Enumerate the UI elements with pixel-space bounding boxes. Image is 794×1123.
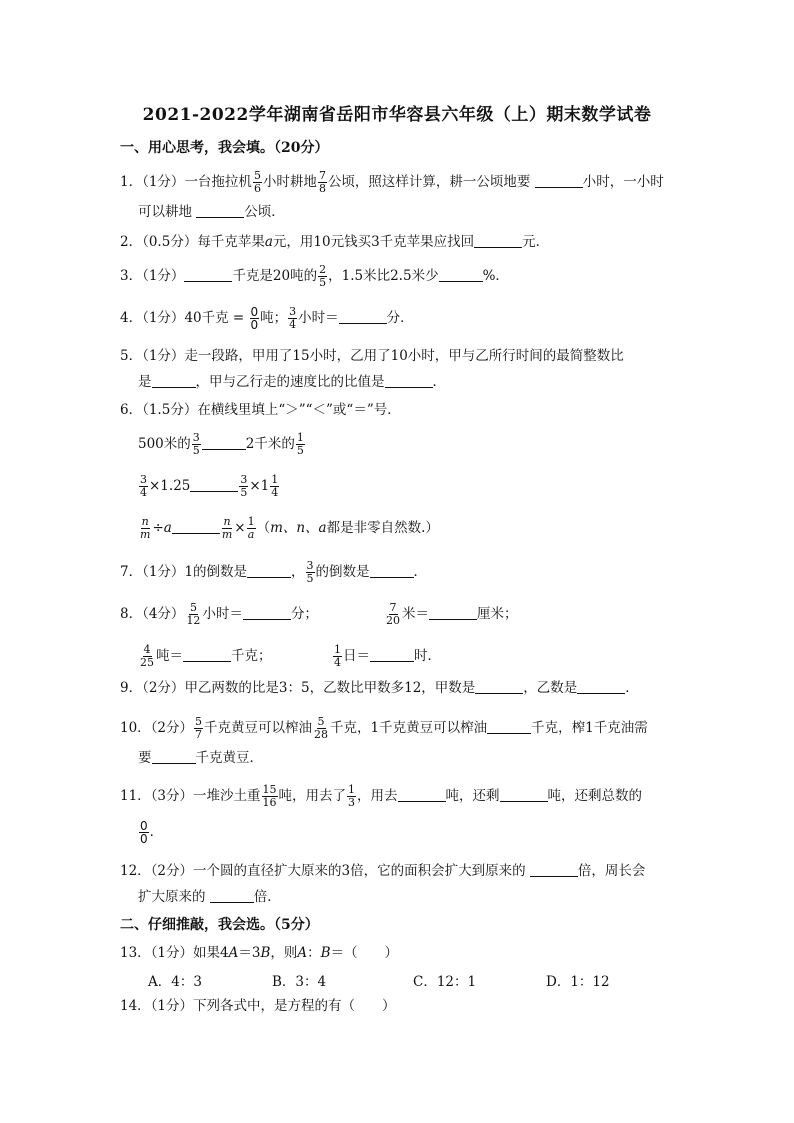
question-number: 11． [120,788,151,804]
question-text: 倍，周长会 [577,863,646,879]
question-text: 下列各式中，是方程的有（ ） [193,998,396,1014]
question-text: 如果4 [193,945,229,961]
question-9 [120,678,639,698]
question-text: 倍． [253,889,281,905]
question-score: （1分） [150,945,194,961]
fraction: $\frac{5}{7}$ [195,715,203,741]
question-text: 2千米的 [245,436,295,452]
fraction: $\frac{5}{12}$ [186,601,201,627]
question-1-cont [138,202,285,222]
question-text: （ [256,520,271,536]
question-text: 分； [290,606,318,622]
section-heading-fill: 一、用心思考，我会填。（20分） [120,140,329,156]
fraction: $\frac{3}{5}$ [306,559,314,585]
question-score: （1分） [142,174,185,190]
question-12 [120,861,645,881]
answer-blank[interactable] [183,646,231,662]
question-score: （4分） [142,606,185,622]
question-text: 分． [386,310,414,326]
question-number: 8． [120,606,143,622]
question-score: （2分） [150,863,194,879]
question-text: 千克是20吨的 [232,268,318,284]
question-text: 甲乙两数的比是3：5，乙数比甲数多12，甲数是 [184,680,476,696]
answer-blank[interactable] [535,172,583,188]
fraction: $\frac{4}{25}$ [140,643,154,669]
fraction-placeholder[interactable]: $\frac{0}{0}$ [250,305,259,332]
question-score: （1分） [142,268,185,284]
answer-blank[interactable] [339,308,387,324]
answer-blank[interactable] [247,562,291,578]
question-text: 40千克 = [184,310,245,326]
question-12-cont [138,887,281,907]
question-text: 在横线里填上“＞”“＜”或“＝”号． [197,402,401,418]
question-8-part-c [138,644,272,669]
question-text: 日＝ [343,648,370,664]
option-c[interactable]: C．12：1 [413,974,477,990]
question-number: 9． [120,680,143,696]
question-text: ： [307,945,321,961]
question-score: （1.5分） [142,402,198,418]
answer-blank[interactable] [530,861,578,877]
question-text: 小时耕地 [262,174,317,190]
question-number: 14． [120,998,151,1014]
question-number: 4． [120,310,143,326]
page-title: 2021-2022学年湖南省岳阳市华容县六年级（上）期末数学试卷 [142,105,652,125]
answer-blank[interactable] [429,604,477,620]
fraction: $\frac{3}{5}$ [240,473,248,499]
question-text: 千克，1千克黄豆可以榨油 [330,720,488,736]
question-text: 走一段路，甲用了15小时，乙用了10小时，甲与乙所行时间的最简整数比 [184,348,624,364]
question-score: （2分） [150,720,194,736]
question-number: 7． [120,564,143,580]
variable: B [260,945,271,961]
question-text: ×1 [249,478,270,494]
question-text: ，甲与乙行走的速度比的比值是 [195,374,385,390]
question-14 [120,996,396,1016]
question-score: （3分） [150,788,194,804]
question-text: 一堆沙土重 [193,788,261,804]
question-text: 都是非零自然数.） [326,520,439,536]
question-6-row-3 [138,516,439,541]
question-13 [120,943,398,963]
answer-blank[interactable] [190,476,238,492]
variable: a [163,520,172,536]
question-text: ＝3 [238,945,261,961]
question-7 [120,560,427,585]
variable: a [264,234,273,250]
fraction: $\frac{15}{16}$ [262,783,277,809]
answer-blank[interactable] [210,887,254,903]
fraction: $\frac{5}{6}$ [253,169,261,195]
question-8-part-d [332,644,441,669]
answer-blank[interactable] [370,646,414,662]
fraction: $\frac{1}{a}$ [247,515,255,541]
answer-blank[interactable] [475,678,523,694]
question-score: （1分） [142,348,185,364]
question-text: 千克黄豆可以榨油 [204,720,313,736]
question-text: ， [291,564,305,580]
option-a[interactable]: A．4：3 [148,974,202,990]
question-text: ＝（ ） [330,945,399,961]
answer-blank[interactable] [370,562,414,578]
question-text: 元． [522,234,550,250]
fraction: $\frac{3}{5}$ [192,431,200,457]
question-text: 厘米； [477,606,518,622]
question-6 [120,400,401,420]
question-text: 扩大原来的 [138,889,206,905]
question-6-row-2 [138,474,280,499]
question-text: 米＝ [402,606,429,622]
variable: B [320,945,331,961]
fraction: $\frac{5}{28}$ [314,715,329,741]
question-text: 要 [138,750,152,766]
fraction: $\frac{n}{m}$ [221,515,233,541]
fraction: $\frac{1}{4}$ [271,473,279,499]
question-score: （2分） [142,680,185,696]
question-text: 元，用10元钱买3千克苹果应找回 [272,234,475,250]
question-text: 千克； [231,648,272,664]
question-text: 吨，还剩 [445,788,500,804]
question-2 [120,232,549,252]
question-3 [120,264,509,289]
question-number: 10． [120,720,151,736]
question-text: 1的倒数是 [184,564,248,580]
question-score: （1分） [142,310,185,326]
question-text: × [234,520,246,536]
fraction: $\frac{7}{20}$ [386,601,400,627]
question-text: ÷ [152,520,164,536]
variable: m、n、a [270,520,327,536]
question-text: 的倒数是 [315,564,370,580]
fraction: $\frac{3}{4}$ [289,305,297,331]
question-text: ． [149,824,164,840]
question-text: 500米的 [138,436,191,452]
question-text: 吨，用去了 [278,788,347,804]
section-heading-choose: 二、仔细推敲，我会选。（5分） [120,917,319,933]
question-text: 小时＝ [298,310,339,326]
answer-blank[interactable] [474,232,522,248]
question-text: 时． [414,648,441,664]
question-5-cont [138,372,446,392]
question-8 [120,602,318,627]
fraction-placeholder[interactable]: $\frac{0}{0}$ [140,819,148,846]
option-b[interactable]: B．3：4 [272,974,327,990]
question-11 [120,784,642,809]
question-1 [120,170,664,195]
question-text: ，乙数是 [523,680,578,696]
question-text: 可以耕地 [138,204,192,220]
question-number: 6． [120,402,143,418]
answer-blank[interactable] [487,718,531,734]
question-number: 5． [120,348,143,364]
question-6-row-1 [138,432,306,457]
fraction: $\frac{7}{8}$ [318,169,326,195]
question-text: ，用去 [357,788,398,804]
question-text: 千克，榨1千克油需 [531,720,648,736]
question-number: 13． [120,945,151,961]
question-8-part-b [384,602,518,627]
answer-blank[interactable] [152,372,196,388]
question-number: 2． [120,234,143,250]
answer-blank[interactable] [385,372,433,388]
option-d[interactable]: D．1：12 [546,974,610,990]
question-number: 12． [120,863,151,879]
question-text: 小时，一小时 [582,174,664,190]
question-text: 公顷，照这样计算，耕一公顷地要 [327,174,531,190]
question-text: ，则 [270,945,298,961]
question-text: ． [413,564,428,580]
answer-blank[interactable] [398,786,446,802]
question-10 [120,716,648,741]
fraction: $\frac{n}{m}$ [140,515,151,541]
question-score: （1分） [150,998,194,1014]
question-number: 3． [120,268,143,284]
question-text: 千克黄豆． [195,750,263,766]
answer-blank[interactable] [184,266,232,282]
question-4 [120,306,414,331]
question-score: （1分） [142,564,185,580]
question-5 [120,346,624,366]
question-11-cont [138,820,163,845]
answer-blank[interactable] [577,678,625,694]
question-text: ． [625,680,639,696]
question-number: 1． [120,174,143,190]
answer-blank[interactable] [500,786,548,802]
question-text: 公顷． [244,204,285,220]
question-text: ． [432,374,446,390]
question-text: 小时＝ [202,606,243,622]
question-text: 是 [138,374,152,390]
question-text: 吨＝ [156,648,183,664]
question-text: 一台拖拉机 [184,174,252,190]
question-text: ，1.5米比2.5米少 [328,268,439,284]
question-10-cont [138,748,263,768]
answer-blank[interactable] [202,434,246,450]
answer-blank[interactable] [439,266,483,282]
question-score: （0.5分） [142,234,198,250]
fraction: $\frac{1}{4}$ [334,643,341,669]
fraction: $\frac{2}{5}$ [319,263,327,289]
answer-blank[interactable] [243,604,291,620]
fraction: $\frac{1}{3}$ [348,783,356,809]
variable: A [297,945,308,961]
answer-blank[interactable] [152,748,196,764]
answer-blank[interactable] [196,202,244,218]
question-text: 每千克苹果 [197,234,265,250]
answer-blank[interactable] [172,518,220,534]
question-text: 吨； [260,310,288,326]
variable: A [228,945,239,961]
question-text: 吨，还剩总数的 [547,788,643,804]
question-text: 一个圆的直径扩大原来的3倍，它的面积会扩大到原来的 [193,863,526,879]
question-text: %． [482,268,509,284]
fraction: $\frac{1}{5}$ [296,431,304,457]
fraction: $\frac{3}{4}$ [140,473,147,499]
question-text: ×1.25 [149,478,191,494]
